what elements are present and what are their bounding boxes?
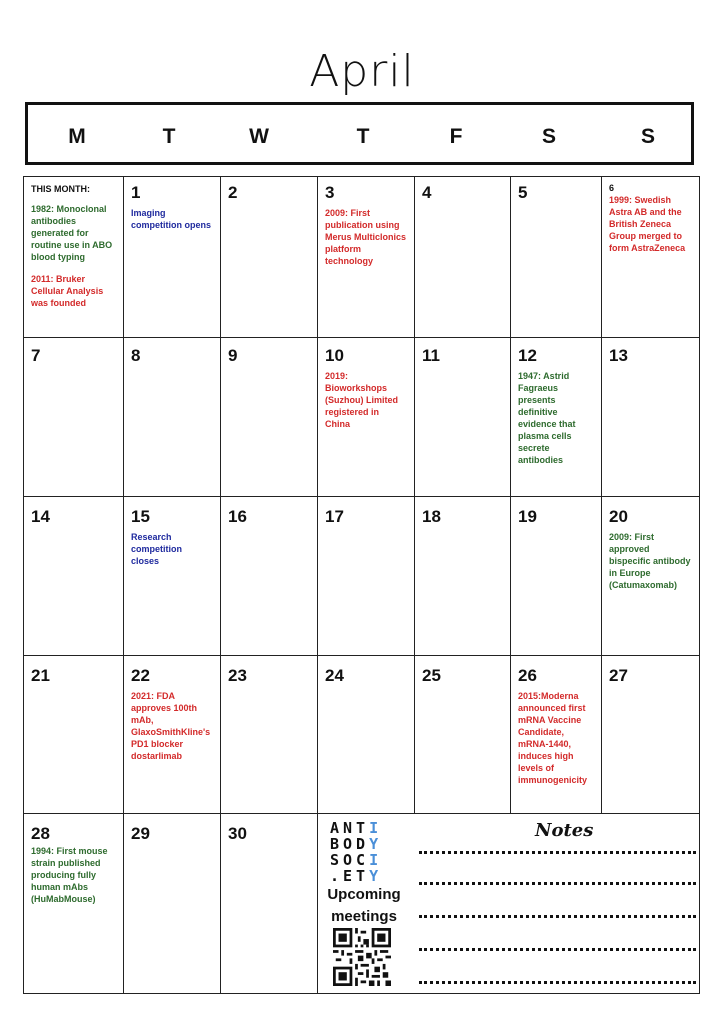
weekday-mon: M: [68, 125, 86, 148]
grid-line: [414, 176, 415, 813]
grid-line: [23, 993, 700, 994]
day-cell-10: [317, 337, 414, 430]
day-cell-17: [317, 496, 414, 526]
day-number: 12: [518, 346, 537, 365]
day-event: 1947: Astrid Fagraeus presents definitive evidence that plasma cells secrete antibodies: [518, 371, 576, 465]
day-event: 2015:Moderna announced first mRNA Vaccine Candidate, mRNA-1440, induces high levels of immunogenicity: [518, 691, 588, 785]
this-month-event: 2011: Bruker Cellular Analysis was founded: [31, 274, 104, 308]
notes-line[interactable]: [419, 948, 696, 951]
day-event: 2009: First publication using Merus Multiclonics platform technology: [325, 208, 407, 266]
day-cell-9: [220, 337, 317, 365]
day-number: 23: [228, 666, 247, 685]
day-event: Imaging competition opens: [131, 208, 212, 230]
day-cell-20: [601, 496, 699, 591]
this-month-heading: THIS MONTH:: [31, 184, 90, 194]
day-event: Research competition closes: [131, 532, 182, 566]
weekday-thu: T: [356, 125, 370, 148]
day-number: 21: [31, 666, 50, 685]
this-month-event: 1982: Monoclonal antibodies generated for routine use in ABO blood typing: [31, 204, 113, 262]
day-cell-4: [414, 176, 510, 202]
day-cell-15: [123, 496, 220, 567]
weekday-tue: T: [162, 125, 176, 148]
day-cell-14: [23, 496, 123, 526]
day-event: 2009: First approved bispecific antibody in Europe (Catumaxomab): [609, 532, 691, 590]
day-cell-29: [123, 813, 220, 843]
day-cell-7: [23, 337, 123, 365]
day-cell-23: [220, 655, 317, 685]
day-cell-24: [317, 655, 414, 685]
day-cell-25: [414, 655, 510, 685]
logo-text: I: [369, 819, 383, 837]
antibody-society-logo: [330, 820, 382, 884]
this-month-box: [23, 176, 123, 309]
day-number: 6: [609, 183, 615, 193]
day-number: 7: [31, 346, 41, 365]
day-number: 18: [422, 507, 441, 526]
grid-line: [601, 176, 602, 813]
day-cell-11: [414, 337, 510, 365]
notes-line[interactable]: [419, 851, 696, 854]
upcoming-text: meetings: [331, 908, 397, 925]
weekday-wed: W: [249, 125, 269, 148]
qr-code-icon[interactable]: [332, 928, 392, 986]
notes-title: Notes: [535, 820, 594, 841]
day-number: 15: [131, 507, 150, 526]
grid-line: [317, 176, 318, 994]
day-number: 11: [422, 346, 440, 365]
day-number: 4: [422, 183, 432, 202]
day-number: 27: [609, 666, 628, 685]
logo-text: BOD: [330, 835, 370, 853]
weekday-sun: S: [640, 125, 655, 148]
logo-text: .ET: [330, 867, 370, 885]
day-number: 29: [131, 824, 150, 843]
day-event: 1994: First mouse strain published producing fully human mAbs (HuMabMouse): [31, 846, 108, 904]
day-cell-21: [23, 655, 123, 685]
day-cell-8: [123, 337, 220, 365]
day-number: 26: [518, 666, 537, 685]
day-number: 5: [518, 183, 528, 202]
day-cell-22: [123, 655, 220, 762]
notes-line[interactable]: [419, 981, 696, 984]
day-number: 28: [31, 824, 50, 843]
day-cell-5: [510, 176, 601, 202]
logo-text: SOC: [330, 851, 370, 869]
day-cell-6: [601, 176, 699, 254]
weekday-fri: F: [449, 125, 463, 148]
day-number: 9: [228, 346, 238, 365]
day-cell-30: [220, 813, 317, 843]
day-event: 2019: Bioworkshops (Suzhou) Limited registered in China: [325, 371, 398, 429]
day-cell-13: [601, 337, 699, 365]
notes-line[interactable]: [419, 882, 696, 885]
day-cell-27: [601, 655, 699, 685]
grid-line: [220, 176, 221, 994]
logo-text: ANT: [330, 819, 370, 837]
grid-line: [699, 176, 700, 994]
day-number: 20: [609, 507, 628, 526]
day-number: 24: [325, 666, 344, 685]
day-event: 2021: FDA approves 100th mAb, GlaxoSmithKline's PD1 blocker dostarlimab: [131, 691, 211, 761]
day-cell-26: [510, 655, 601, 786]
day-number: 30: [228, 824, 247, 843]
logo-text: I: [369, 851, 383, 869]
upcoming-text: Upcoming: [327, 886, 401, 903]
day-number: 10: [325, 346, 344, 365]
day-number: 8: [131, 346, 141, 365]
day-number: 3: [325, 183, 335, 202]
weekday-header: [25, 102, 694, 165]
grid-line: [123, 176, 124, 994]
day-number: 2: [228, 183, 238, 202]
day-number: 22: [131, 666, 150, 685]
day-cell-28: [23, 813, 123, 905]
day-number: 13: [609, 346, 628, 365]
day-number: 19: [518, 507, 537, 526]
notes-line[interactable]: [419, 915, 696, 918]
logo-text: Y: [369, 835, 383, 853]
upcoming-meetings-label: [319, 884, 409, 928]
day-cell-16: [220, 496, 317, 526]
day-number: 25: [422, 666, 441, 685]
month-title: April: [309, 46, 415, 97]
logo-text: Y: [369, 867, 383, 885]
day-cell-12: [510, 337, 601, 466]
day-event: 1999: Swedish Astra AB and the British Zeneca Group merged to form AstraZeneca: [609, 195, 686, 253]
day-number: 14: [31, 507, 50, 526]
day-cell-3: [317, 176, 414, 267]
day-number: 1: [131, 183, 141, 202]
day-cell-1: [123, 176, 220, 231]
calendar-grid: [23, 176, 700, 994]
day-number: 16: [228, 507, 247, 526]
day-cell-19: [510, 496, 601, 526]
day-cell-18: [414, 496, 510, 526]
day-number: 17: [325, 507, 344, 526]
weekday-sat: S: [541, 125, 556, 148]
day-cell-2: [220, 176, 317, 202]
